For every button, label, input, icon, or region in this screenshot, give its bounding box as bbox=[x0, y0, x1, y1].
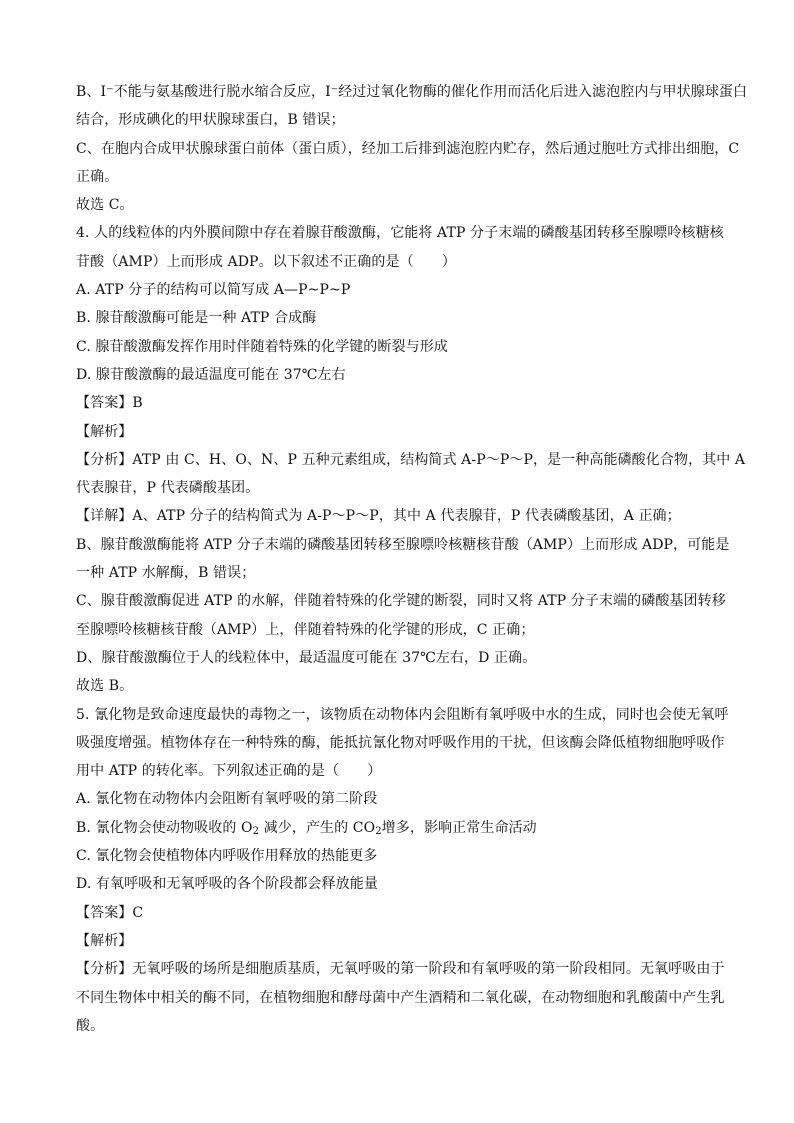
text-line: 【详解】A、ATP 分子的结构简式为 A-P～P～P，其中 A 代表腺苷，P 代表磷酸基团，A 正确； bbox=[76, 508, 681, 525]
text-line: 代表腺苷，P 代表磷酸基团。 bbox=[76, 480, 260, 497]
text-line: C、腺苷酸激酶促进 ATP 的水解，伴随着特殊的化学键的断裂，同时又将 ATP 分子末端的磷酸基团转移 bbox=[76, 593, 726, 610]
answer-label: 【答案】C bbox=[76, 904, 144, 921]
text-line: 用中 ATP 的转化率。下列叙述正确的是（ ） bbox=[76, 763, 382, 780]
analysis-label: 【解析】 bbox=[76, 932, 133, 949]
option-d: D. 腺苷酸激酶的最适温度可能在 37℃左右 bbox=[76, 366, 346, 383]
option-a: A. ATP 分子的结构可以简写成 A—P~P~P bbox=[76, 282, 351, 299]
subscript: 2 bbox=[252, 825, 260, 837]
text-line: 正确。 bbox=[76, 168, 119, 185]
text-line: 吸强度增强。植物体存在一种特殊的酶，能抵抗氰化物对呼吸作用的干扰，但该酶会降低植物细胞呼吸作 bbox=[76, 734, 725, 751]
option-c: C. 腺苷酸激酶发挥作用时伴随着特殊的化学键的断裂与形成 bbox=[76, 338, 448, 355]
analysis-label: 【解析】 bbox=[76, 423, 133, 440]
text-line: 故选 B。 bbox=[76, 678, 134, 695]
text-line: 结合，形成碘化的甲状腺球蛋白，B 错误； bbox=[76, 112, 345, 129]
text-line: C、在胞内合成甲状腺球蛋白前体（蛋白质），经加工后排到滤泡腔内贮存，然后通过胞吐方式排出细胞，C bbox=[76, 140, 740, 157]
question-4-stem: 4. 人的线粒体的内外膜间隙中存在着腺苷酸激酶，它能将 ATP 分子末端的磷酸基团转移至腺嘌呤核糖核 bbox=[76, 225, 724, 242]
text-fragment: B. 氰化物会使动物吸收的 O bbox=[76, 819, 253, 836]
text-line: D、腺苷酸激酶位于人的线粒体中，最适温度可能在 37℃左右，D 正确。 bbox=[76, 649, 537, 666]
text-line: B、I⁻不能与氨基酸进行脱水缩合反应，I⁻经过过氧化物酶的催化作用而活化后进入滤泡腔内与甲状腺球蛋白 bbox=[76, 84, 748, 100]
option-c: C. 氰化物会使植物体内呼吸作用释放的热能更多 bbox=[76, 848, 378, 865]
subscript: 2 bbox=[375, 825, 382, 837]
text-line: B、腺苷酸激酶能将 ATP 分子末端的磷酸基团转移至腺嘌呤核糖核苷酸（AMP）上而形成 ADP，可能是 bbox=[76, 536, 730, 553]
text-fragment: 增多，影响正常生命活动 bbox=[381, 819, 537, 836]
option-a: A. 氰化物在动物体内会阻断有氧呼吸的第二阶段 bbox=[76, 791, 378, 808]
option-d: D. 有氧呼吸和无氧呼吸的各个阶段都会释放能量 bbox=[76, 876, 378, 893]
text-line: 酸。 bbox=[76, 1017, 105, 1034]
option-b: B. 腺苷酸激酶可能是一种 ATP 合成酶 bbox=[76, 310, 317, 327]
text-line: 【分析】ATP 由 C、H、O、N、P 五种元素组成，结构简式 A-P～P～P，是一种高能磷酸化合物，其中 A bbox=[76, 451, 746, 468]
text-fragment: 减少，产生的 CO bbox=[259, 819, 376, 836]
question-5-stem: 5. 氰化物是致命速度最快的毒物之一，该物质在动物体内会阻断有氧呼吸中水的生成，同时也会使无氧呼 bbox=[76, 706, 729, 723]
text-line: 【分析】无氧呼吸的场所是细胞质基质，无氧呼吸的第一阶段和有氧呼吸的第一阶段相同。无氧呼吸由于 bbox=[76, 961, 725, 978]
text-line: 不同生物体中相关的酶不同，在植物细胞和酵母菌中产生酒精和二氧化碳，在动物细胞和乳酸菌中产生乳 bbox=[76, 989, 725, 1006]
text-line: 至腺嘌呤核糖核苷酸（AMP）上，伴随着特殊的化学键的形成，C 正确； bbox=[76, 621, 535, 638]
text-line: 故选 C。 bbox=[76, 197, 134, 214]
text-line: 一种 ATP 水解酶，B 错误； bbox=[76, 565, 256, 582]
document-page bbox=[76, 78, 748, 1040]
answer-label: 【答案】B bbox=[76, 395, 143, 412]
option-b bbox=[76, 814, 728, 842]
text-line: 苷酸（AMP）上而形成 ADP。以下叙述不正确的是（ ） bbox=[76, 253, 456, 270]
